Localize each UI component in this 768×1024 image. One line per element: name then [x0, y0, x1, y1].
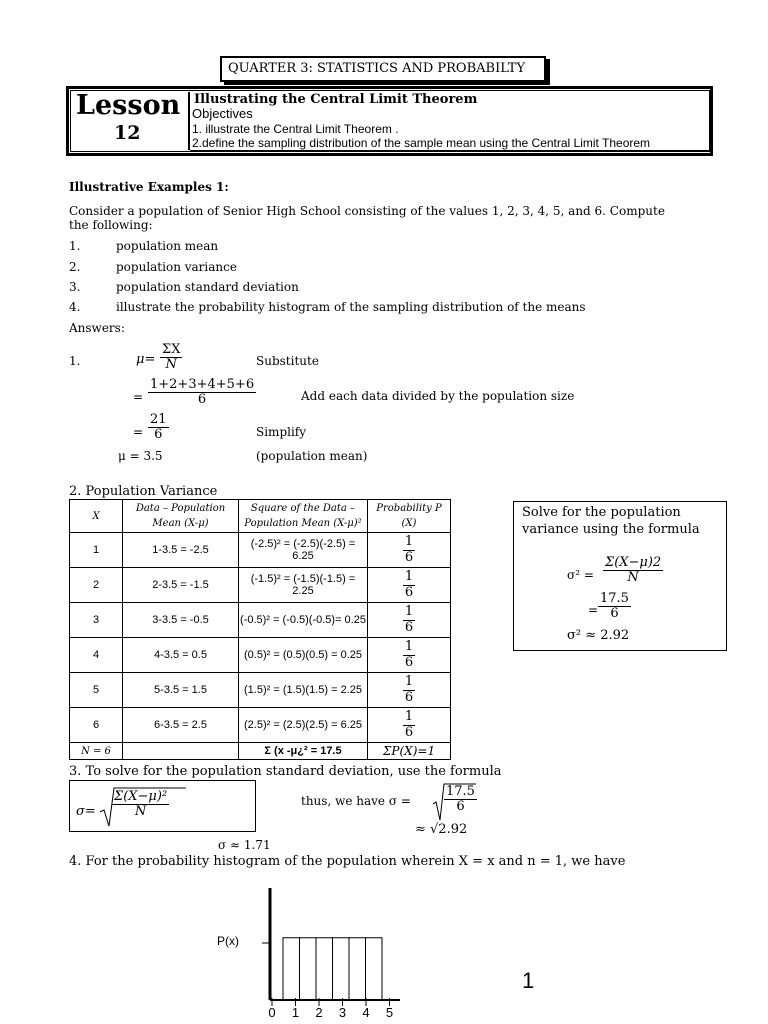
- prob-den: 6: [404, 584, 414, 600]
- sd-formula-num: Σ(X−μ)²: [114, 789, 168, 804]
- prob-num: 1: [404, 709, 414, 725]
- page-number: 1: [522, 968, 535, 993]
- cell-square: (-1.5)² = (-1.5)(-1.5) = 2.25: [239, 568, 368, 603]
- sum-expr: 1+2+3+4+5+6: [150, 377, 255, 392]
- table-row: [70, 533, 451, 568]
- cell-x: 1: [70, 533, 123, 568]
- cell-diff: 2-3.5 = -1.5: [123, 568, 239, 603]
- sd-formula: [112, 790, 169, 820]
- prob-num: 1: [404, 604, 414, 620]
- twenty-one: 21: [150, 412, 167, 427]
- add-note: Add each data divided by the population size: [301, 389, 575, 403]
- item-text-3: population standard deviation: [116, 280, 299, 294]
- table-footer-row: [70, 743, 451, 760]
- item-text-1: population mean: [116, 239, 219, 253]
- histogram-bar: [316, 938, 333, 1000]
- cell-prob: [368, 638, 451, 673]
- col-header-x: X: [70, 500, 123, 533]
- six-den: 6: [154, 427, 163, 443]
- item-num-1: 1.: [69, 239, 81, 253]
- x-tick-label: 0: [268, 1005, 276, 1020]
- col-header-square: Square of the Data – Population Mean (X-μ)²: [239, 500, 368, 533]
- thus-text: thus, we have σ =: [301, 794, 411, 808]
- prob-den: 6: [404, 689, 414, 705]
- col-header-prob: Probability P (X): [368, 500, 451, 533]
- eq-sign-2: =: [133, 425, 144, 439]
- cell-x: 3: [70, 603, 123, 638]
- x-tick-label: 5: [385, 1005, 394, 1020]
- eq-sign-3: =: [588, 603, 599, 617]
- lesson-divider: [188, 92, 190, 150]
- example-heading: Illustrative Examples 1:: [69, 180, 229, 194]
- cell-prob: [368, 533, 451, 568]
- intro-line-2: the following:: [69, 218, 153, 232]
- histogram-heading: 4. For the probability histogram of the population wherein X = x and n = 1, we have: [69, 854, 626, 869]
- prob-den: 6: [404, 619, 414, 635]
- sd-den: 6: [456, 799, 465, 815]
- footer-sum-sq: Σ (x -μ¿² = 17.5: [239, 743, 368, 760]
- cell-prob: [368, 673, 451, 708]
- x-tick-label: 2: [315, 1005, 323, 1020]
- prob-num: 1: [404, 534, 414, 550]
- table-row: [70, 673, 451, 708]
- cell-diff: 4-3.5 = 0.5: [123, 638, 239, 673]
- table-row: [70, 603, 451, 638]
- prob-den: 6: [404, 549, 414, 565]
- variance-heading: 2. Population Variance: [69, 484, 218, 499]
- quarter-banner: QUARTER 3: STATISTICS AND PROBABILTY: [220, 56, 546, 82]
- cell-square: (-0.5)² = (-0.5)(-0.5)= 0.25: [239, 603, 368, 638]
- objectives-label: Objectives: [192, 106, 253, 121]
- sd-value-fraction: [444, 785, 477, 815]
- sd-result: σ ≈ 1.71: [218, 838, 271, 852]
- variance-formula-num: Σ(X−μ)2: [605, 555, 662, 570]
- cell-diff: 1-3.5 = -2.5: [123, 533, 239, 568]
- pop-size-n: N: [165, 357, 177, 373]
- sd-heading: 3. To solve for the population standard deviation, use the formula: [69, 764, 502, 779]
- formula-box-line2: variance using the formula: [522, 522, 700, 537]
- table-row: [70, 708, 451, 743]
- sum-x: ΣX: [162, 342, 181, 357]
- x-tick-label: 1: [291, 1005, 300, 1020]
- cell-diff: 6-3.5 = 2.5: [123, 708, 239, 743]
- histogram-chart: [230, 880, 430, 1024]
- y-axis-label: P(x): [217, 934, 239, 948]
- cell-square: (0.5)² = (0.5)(0.5) = 0.25: [239, 638, 368, 673]
- prob-den: 6: [404, 724, 414, 740]
- cell-x: 4: [70, 638, 123, 673]
- mean-num: 1.: [69, 354, 81, 368]
- item-num-4: 4.: [69, 300, 81, 314]
- prob-num: 1: [404, 569, 414, 585]
- footer-empty: [123, 743, 239, 760]
- simplified-fraction: [148, 413, 169, 443]
- simplify-note: Simplify: [256, 425, 307, 439]
- mean-formula: [160, 343, 182, 373]
- mu-result: μ = 3.5: [118, 449, 163, 463]
- cell-square: (1.5)² = (1.5)(1.5) = 2.25: [239, 673, 368, 708]
- pop-mean-note: (population mean): [256, 449, 368, 463]
- lesson-title: Illustrating the Central Limit Theorem: [194, 92, 478, 107]
- cell-diff: 5-3.5 = 1.5: [123, 673, 239, 708]
- prob-num: 1: [404, 639, 414, 655]
- histogram-bar: [366, 938, 383, 1000]
- x-tick-label: 3: [338, 1005, 347, 1020]
- substitute-note: Substitute: [256, 354, 319, 368]
- prob-num: 1: [404, 674, 414, 690]
- lesson-word: Lesson: [76, 90, 181, 121]
- sigma-sq-eq: σ² =: [567, 568, 594, 582]
- cell-x: 2: [70, 568, 123, 603]
- cell-prob: [368, 603, 451, 638]
- sum-den: 6: [197, 392, 207, 408]
- cell-x: 6: [70, 708, 123, 743]
- cell-prob: [368, 708, 451, 743]
- footer-n: N = 6: [70, 743, 123, 760]
- cell-square: (-2.5)² = (-2.5)(-2.5) = 6.25: [239, 533, 368, 568]
- intro-line-1: Consider a population of Senior High School consisting of the values 1, 2, 3, 4, 5, and 6. Compute: [69, 204, 665, 218]
- variance-den: 6: [610, 606, 619, 622]
- variance-result: σ² ≈ 2.92: [567, 628, 630, 643]
- table-row: [70, 568, 451, 603]
- variance-formula-den: N: [627, 570, 639, 586]
- histogram-bar: [349, 938, 366, 1000]
- mu-eq: μ=: [136, 352, 156, 367]
- sd-formula-den: N: [134, 804, 147, 820]
- answers-label: Answers:: [69, 321, 125, 335]
- lesson-number: 12: [114, 122, 141, 144]
- sigma-eq: σ=: [76, 804, 96, 819]
- sum-fraction: [148, 378, 256, 408]
- histogram-bar: [333, 938, 350, 1000]
- table-row: [70, 638, 451, 673]
- footer-sum-p: ΣP(X)=1: [368, 743, 451, 760]
- formula-box-line1: Solve for the population: [522, 505, 681, 520]
- variance-num: 17.5: [600, 591, 629, 606]
- cell-prob: [368, 568, 451, 603]
- objectives-underline: [190, 150, 710, 151]
- approx-sqrt: ≈ √2.92: [415, 822, 468, 837]
- objective-2: 2.define the sampling distribution of the sample mean using the Central Limit Theorem: [192, 136, 651, 150]
- x-tick-label: 4: [362, 1005, 370, 1020]
- sd-num: 17.5: [446, 784, 475, 799]
- histogram-bar: [283, 938, 300, 1000]
- item-num-2: 2.: [69, 260, 81, 274]
- objective-1: 1. illustrate the Central Limit Theorem .: [192, 122, 399, 136]
- cell-square: (2.5)² = (2.5)(2.5) = 6.25: [239, 708, 368, 743]
- prob-den: 6: [404, 654, 414, 670]
- variance-value-fraction: [598, 592, 631, 622]
- cell-x: 5: [70, 673, 123, 708]
- item-num-3: 3.: [69, 280, 81, 294]
- item-text-2: population variance: [116, 260, 237, 274]
- histogram-bar: [300, 938, 317, 1000]
- col-header-diff: Data – Population Mean (X-μ): [123, 500, 239, 533]
- cell-diff: 3-3.5 = -0.5: [123, 603, 239, 638]
- variance-formula: [603, 556, 663, 586]
- eq-sign-1: =: [133, 390, 144, 404]
- item-text-4: illustrate the probability histogram of the sampling distribution of the means: [116, 300, 586, 314]
- variance-table: [69, 499, 451, 760]
